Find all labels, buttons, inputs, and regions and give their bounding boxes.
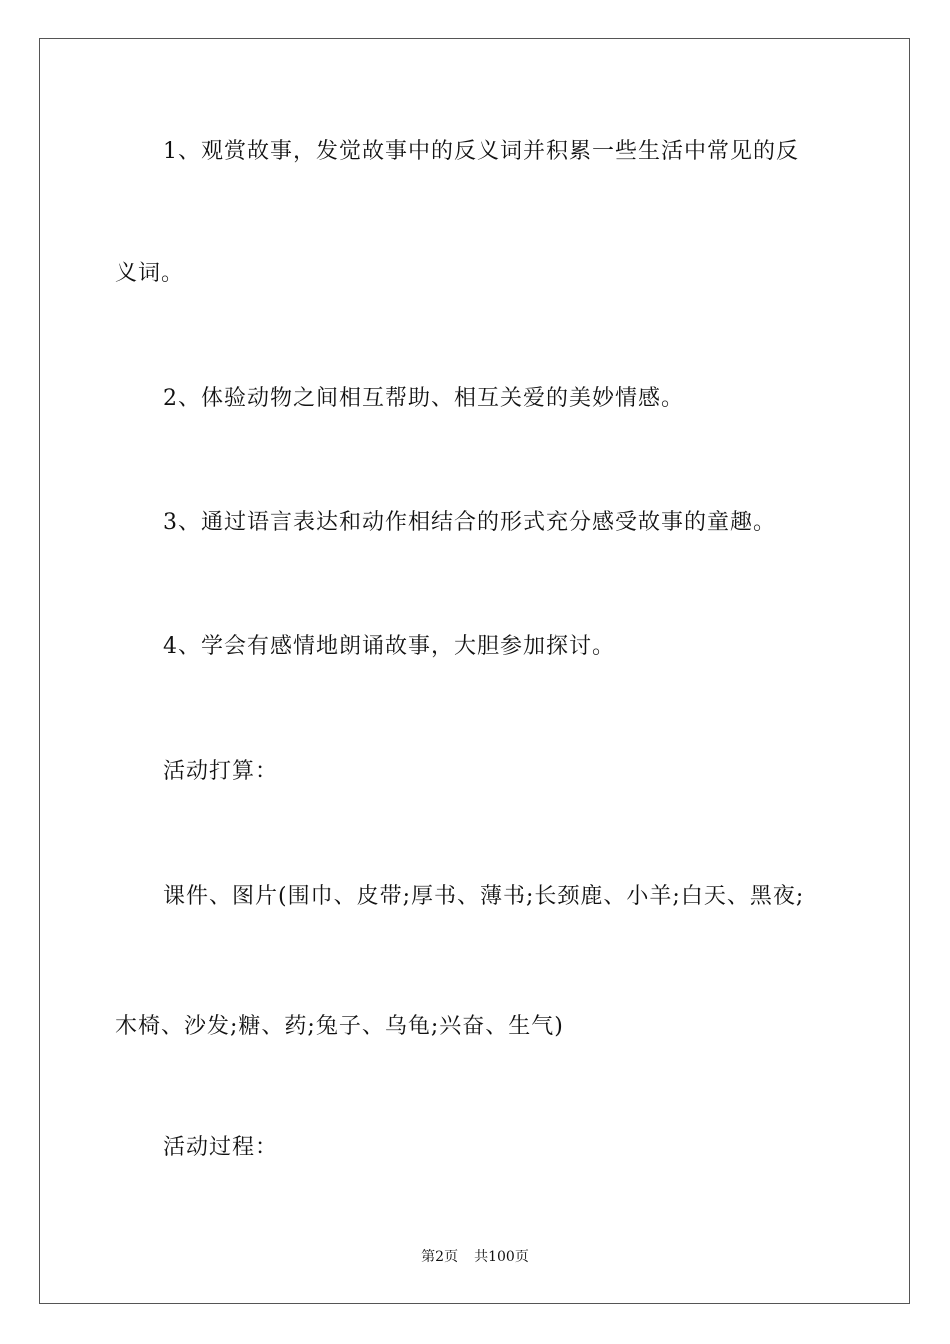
process-heading: 活动过程： <box>163 1135 279 1160</box>
total-pages: 共100页 <box>474 1249 529 1265</box>
preparation-line-1: 课件、图片(围巾、皮带;厚书、薄书;长颈鹿、小羊;白天、黑夜; <box>163 884 805 909</box>
preparation-line-2: 木椅、沙发;糖、药;兔子、乌龟;兴奋、生气) <box>115 1014 564 1039</box>
objective-3: 3、通过语言表达和动作相结合的形式充分感受故事的童趣。 <box>163 510 776 535</box>
page-number: 第2页 <box>421 1249 459 1265</box>
objective-2: 2、体验动物之间相互帮助、相互关爱的美妙情感。 <box>163 386 684 411</box>
objective-1-line-1: 1、观赏故事，发觉故事中的反义词并积累一些生活中常见的反 <box>163 139 799 164</box>
preparation-heading: 活动打算： <box>163 759 279 784</box>
page-frame <box>39 38 910 1304</box>
page-footer <box>0 1248 950 1266</box>
objective-1-line-2: 义词。 <box>115 261 185 286</box>
objective-4: 4、学会有感情地朗诵故事，大胆参加探讨。 <box>163 634 615 659</box>
